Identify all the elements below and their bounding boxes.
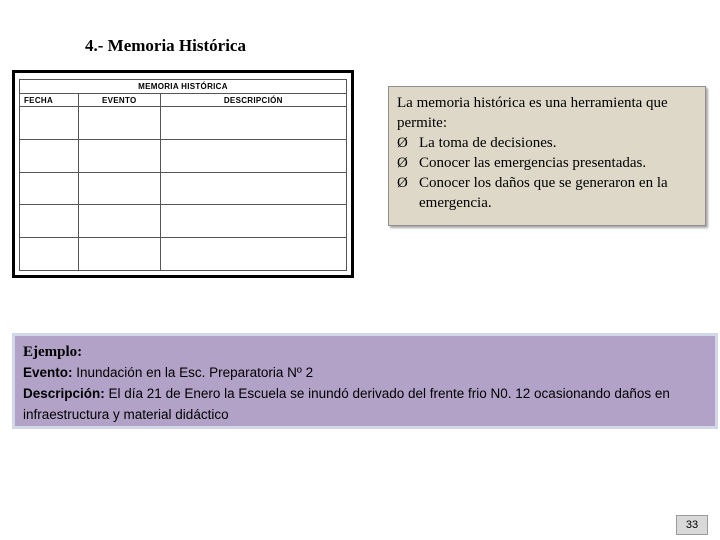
col-header-evento: EVENTO [78,94,160,107]
slide-title: 4.- Memoria Histórica [85,36,246,55]
arrow-bullet-icon: Ø [397,155,408,171]
table-row [20,205,347,238]
list-item: Ø La toma de decisiones. [397,135,557,151]
arrow-bullet-icon: Ø [397,135,408,151]
arrow-bullet-icon: Ø [397,175,408,191]
example-heading: Ejemplo: [23,344,83,360]
list-item: Ø Conocer los daños que se generaron en la emergencia. [397,175,668,211]
memoria-historica-table [19,79,347,271]
list-item: Ø Conocer las emergencias presentadas. [397,155,647,171]
example-descripcion: Descripción: El día 21 de Enero la Escuela se inundó derivado del frente frio N0. 12 ocasionando daños en infraestructura y material didáctico [23,386,670,422]
col-header-fecha: FECHA [20,94,79,107]
memoria-historica-table-image [12,70,354,278]
page-number: 33 [676,515,708,535]
table-caption: MEMORIA HISTÓRICA [20,80,347,94]
table-row [20,172,347,205]
info-intro: La memoria histórica es una herramienta que permite: [397,95,668,131]
info-box [388,86,706,226]
col-header-descripcion: DESCRIPCIÓN [160,94,346,107]
table-row [20,107,347,140]
info-list [397,133,697,213]
table-row [20,238,347,271]
example-box [12,333,718,429]
table-row [20,139,347,172]
example-evento: Evento: Inundación en la Esc. Preparatoria Nº 2 [23,365,314,380]
